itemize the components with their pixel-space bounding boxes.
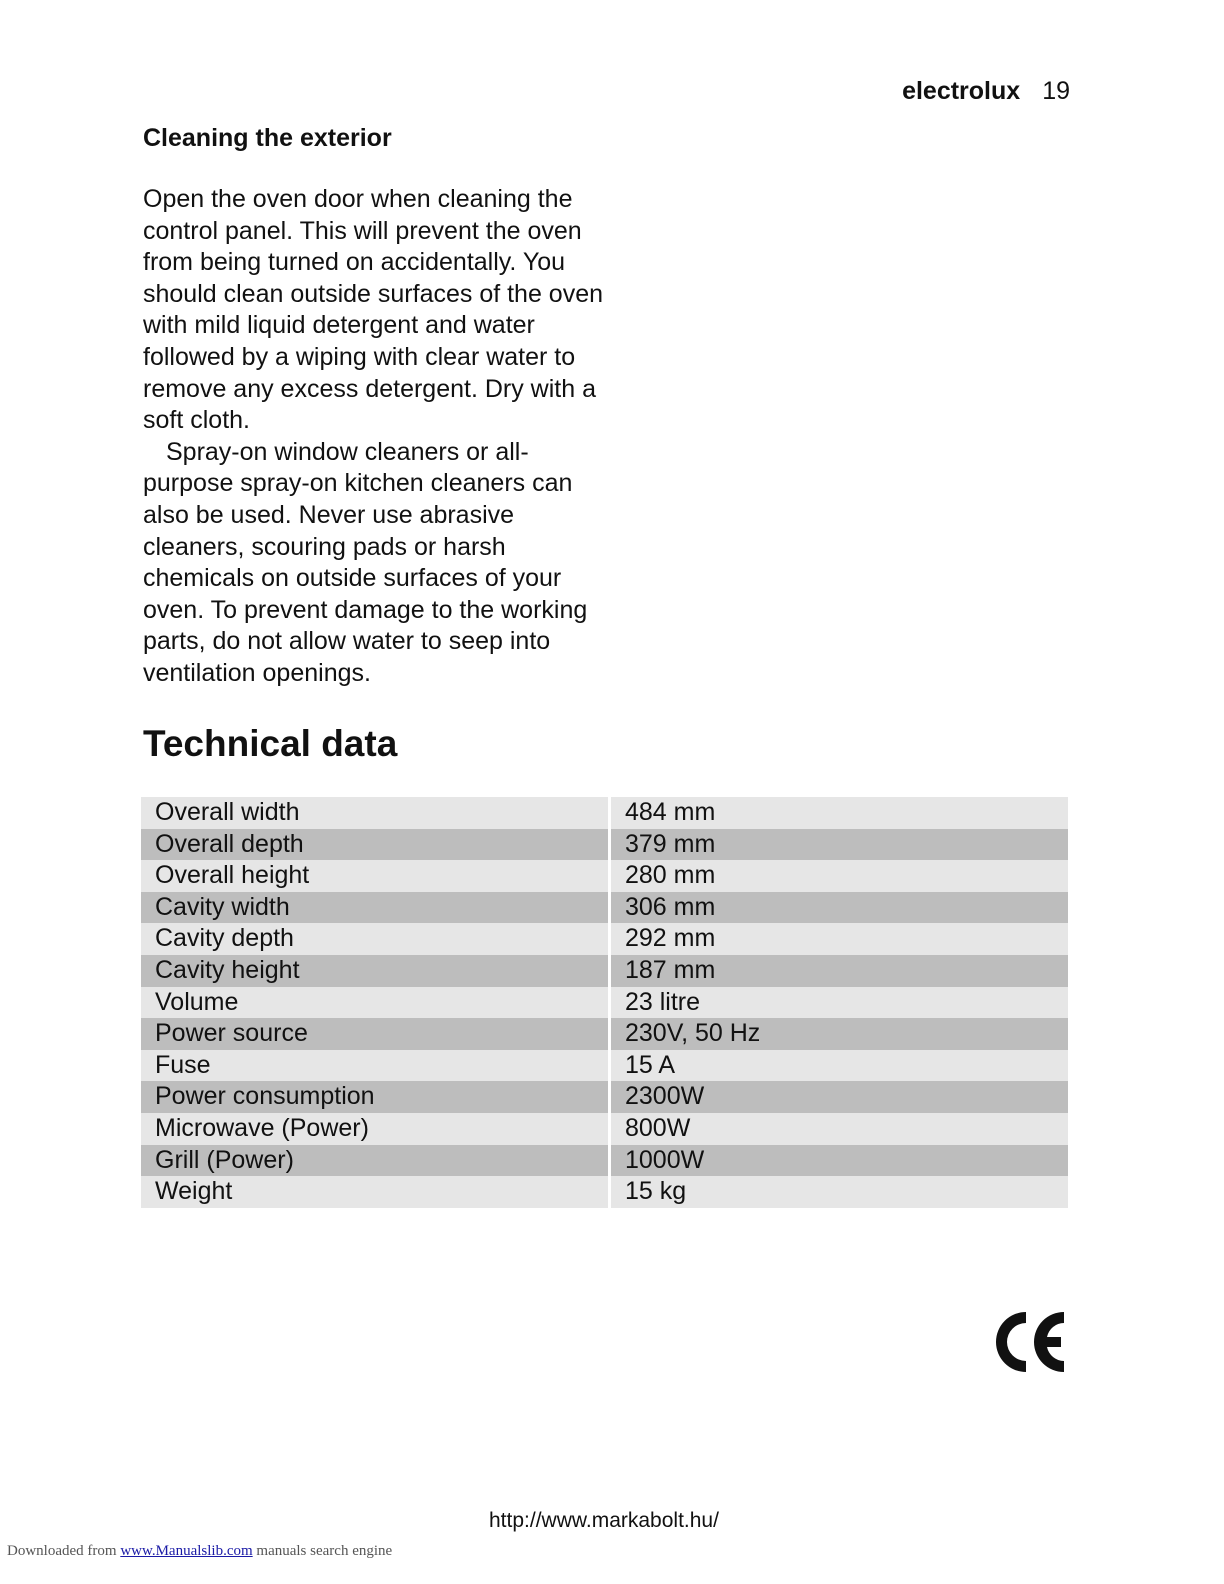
- page-header: [902, 76, 1070, 106]
- ce-mark-icon: [990, 1302, 1070, 1382]
- table-row: [141, 955, 1068, 987]
- spec-label: Cavity height: [141, 955, 610, 987]
- spec-label: Grill (Power): [141, 1145, 610, 1177]
- table-row: [141, 1176, 1068, 1208]
- table-row: [141, 797, 1068, 829]
- spec-value: 280 mm: [610, 860, 1069, 892]
- technical-data-table: [141, 797, 1068, 1208]
- spec-label: Weight: [141, 1176, 610, 1208]
- cleaning-paragraph-1: Open the oven door when cleaning the control panel. This will prevent the oven from being turned on accidentally. You should clean outside surfaces of the oven with mild liquid detergent and water followed by a wiping with clear water to remove any excess detergent. Dry with a soft cloth.: [143, 185, 604, 435]
- table-row: [141, 1018, 1068, 1050]
- spec-label: Volume: [141, 987, 610, 1019]
- spec-label: Cavity width: [141, 892, 610, 924]
- spec-value: 187 mm: [610, 955, 1069, 987]
- spec-value: 379 mm: [610, 829, 1069, 861]
- spec-value: 484 mm: [610, 797, 1069, 829]
- table-row: [141, 892, 1068, 924]
- spec-value: 15 kg: [610, 1176, 1069, 1208]
- downloaded-from-note: [7, 1541, 392, 1561]
- table-row: [141, 1081, 1068, 1113]
- cleaning-paragraph-2: Spray-on window cleaners or all-purpose spray-on kitchen cleaners can also be used. Never use abrasive cleaners, scouring pads or harsh chemicals on outside surfaces of your oven. To prevent damage to the working parts, do not allow water to seep into ventilation openings.: [143, 437, 588, 687]
- downloaded-prefix: Downloaded from: [7, 1543, 117, 1559]
- spec-value: 306 mm: [610, 892, 1069, 924]
- table-row: [141, 860, 1068, 892]
- spec-label: Power consumption: [141, 1081, 610, 1113]
- section-title-cleaning: Cleaning the exterior: [143, 124, 392, 152]
- spec-value: 15 A: [610, 1050, 1069, 1082]
- table-row: [141, 987, 1068, 1019]
- spec-label: Cavity depth: [141, 923, 610, 955]
- table-row: [141, 1113, 1068, 1145]
- technical-data-table-body: [141, 797, 1068, 1208]
- spec-label: Power source: [141, 1018, 610, 1050]
- spec-value: 1000W: [610, 1145, 1069, 1177]
- cleaning-body: [143, 184, 613, 690]
- brand-name: electrolux: [902, 77, 1021, 105]
- spec-value: 23 litre: [610, 987, 1069, 1019]
- downloaded-suffix: manuals search engine: [256, 1543, 393, 1559]
- footer-url: http://www.markabolt.hu/: [489, 1509, 719, 1532]
- spec-label: Overall height: [141, 860, 610, 892]
- spec-value: 230V, 50 Hz: [610, 1018, 1069, 1050]
- spec-label: Overall width: [141, 797, 610, 829]
- spec-label: Microwave (Power): [141, 1113, 610, 1145]
- spec-value: 292 mm: [610, 923, 1069, 955]
- manualslib-link[interactable]: www.Manualslib.com: [120, 1543, 253, 1559]
- page-number: 19: [1042, 77, 1070, 105]
- table-row: [141, 923, 1068, 955]
- table-row: [141, 1145, 1068, 1177]
- spec-label: Overall depth: [141, 829, 610, 861]
- spec-label: Fuse: [141, 1050, 610, 1082]
- table-row: [141, 829, 1068, 861]
- spec-value: 2300W: [610, 1081, 1069, 1113]
- table-row: [141, 1050, 1068, 1082]
- spec-value: 800W: [610, 1113, 1069, 1145]
- technical-data-title: Technical data: [143, 723, 398, 764]
